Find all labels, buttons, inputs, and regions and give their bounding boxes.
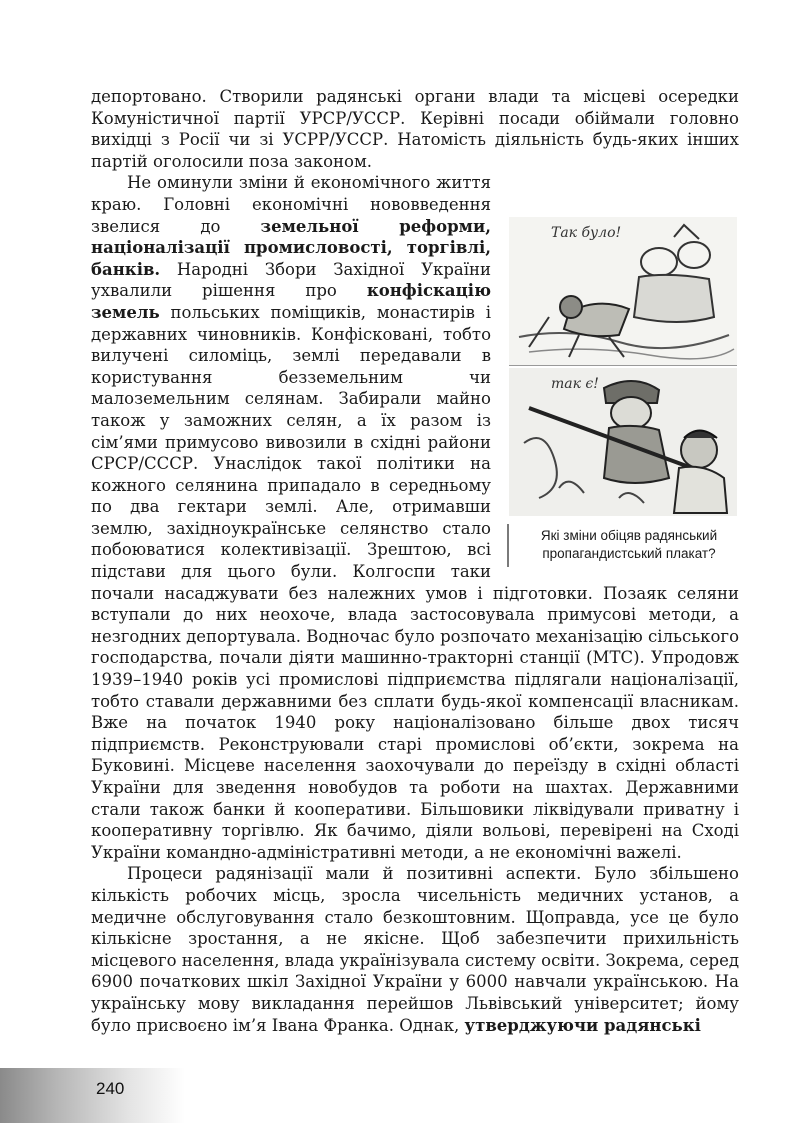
bold-term: утверджуючи радянські xyxy=(464,1015,701,1035)
text-run: депортовано. Створили радянські органи влади та місцеві осередки Комуністичної партії УРСР/УССР. Керівні посади обіймали головно вихідці з Росії чи зі УСРР/УССР. Натомість діяльність будь-яких інших партій оголосили поза законом. xyxy=(91,87,739,171)
paragraph-3 xyxy=(91,863,739,1036)
page-number: 240 xyxy=(96,1079,125,1098)
text-run: Не оминули зміни й економічного життя краю. Головні економічні нововведення звелися до xyxy=(91,173,491,236)
page-footer-band xyxy=(0,1068,185,1123)
paragraph-2 xyxy=(91,172,739,863)
body-text xyxy=(91,86,739,1036)
poster-now-image xyxy=(509,368,737,516)
text-run: Процеси радянізації мали й позитивні аспекти. Було збільшено кількість робочих місць, зросла чисельність медичних установ, а медичне обслуговування стало безкоштовним. Щоправда, усе це було кількісне зростання, а не якісне. Щоб забезпечити прихильність місцевого населення, влада українізувала систему освіти. Зокрема, серед 6900 початкових шкіл Західної України у 6000 навчали українською. На українську мову викладання перейшов Львівський університет; йому було присвоєно ім’я Івана Франка. Однак, xyxy=(91,864,739,1035)
text-run: польських поміщиків, монастирів і державних чиновників. Конфісковані, тобто вилучені силоміць, землі передавали в користування безземельним чи малоземельним селянам. Забирали майно також у заможних селян, а їх разом із сім’ями примусово вивозили в східні райони СРСР/СССР. Унаслідок такої політики на кожного селянина припадало в середньому по два гектари землі. Але, отримавши землю, західноукраїнське селянство стало побоюватися колективізації. Зрештою, всі підстави для цього були. Колгоспи таки почали насаджувати без належних умов і підготовки. Позаяк селяни вступали до них неохоче, влада застосовувала примусові методи, а незгодних депортувала. Водночас було розпочато механізацію сільського господарства, почали діяти машинно-тракторні станції (МТС). Упродовж 1939–1940 років усі промислові підприємства підлягали націоналізації, тобто ставали державними без сплати будь-якої компенсації власникам. Вже на початок 1940 року націоналізовано більше двох тисяч підприємств. Реконструювали старі промислові об’єкти, зокрема на Буковині. Місцеве населення заохочували до переїзду в східні області України для зведення новобудов та роботи на шахтах. Державними стали також банки й кооперативи. Більшовики ліквідували приватну і кооперативну торгівлю. Як бачимо, діяли вольові, перевірені на Сході України командно-адміністративні методи, а не економічні важелі. xyxy=(91,302,739,862)
poster-then-image xyxy=(509,217,737,366)
bold-term: земельної реформи, націоналізації промисловості, торгівлі, банків. xyxy=(91,216,491,279)
bold-term: конфіскацію земель xyxy=(91,281,491,322)
poster-then-label: Так було! xyxy=(551,225,622,242)
paragraph-1 xyxy=(91,86,739,172)
text-run: Народні Збори Західної України ухвалили рішення про xyxy=(91,259,491,301)
poster-now-label: так є! xyxy=(551,376,599,393)
propaganda-poster-figure xyxy=(507,217,739,567)
figure-caption: Які зміни обіцяв радянський пропагандистський плакат? xyxy=(507,524,739,567)
